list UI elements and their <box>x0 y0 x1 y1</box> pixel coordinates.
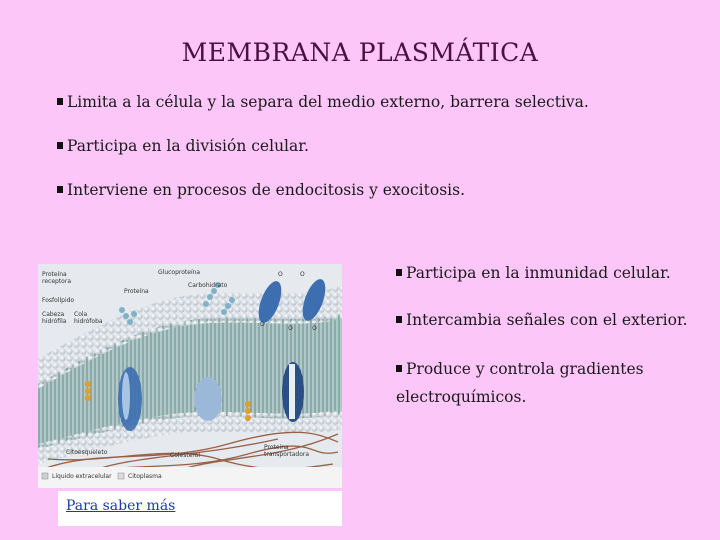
bullet-text: Participa en la división celular. <box>67 137 309 155</box>
bullet-item <box>57 92 589 112</box>
link-box <box>58 491 342 526</box>
label-colesterol: Colesterol <box>170 452 201 459</box>
label-cola-2: hidrófoba <box>74 318 103 325</box>
bullet-square-icon <box>57 186 63 193</box>
legend-swatch-citoplasma <box>118 473 124 479</box>
label-cola-1: Cola <box>74 311 88 318</box>
legend-citoplasma: Citoplasma <box>128 473 162 480</box>
bullet-text: Participa en la inmunidad celular. <box>406 264 671 282</box>
bullet-square-icon <box>396 316 402 323</box>
bullet-item <box>57 180 465 200</box>
bullet-text: Interviene en procesos de endocitosis y exocitosis. <box>67 181 465 199</box>
membrane-diagram <box>38 264 342 488</box>
label-o2: O <box>300 271 305 278</box>
label-o2: O <box>278 271 283 278</box>
label-o2: O <box>260 321 265 328</box>
label-proteina-transportadora-2: transportadora <box>264 451 310 458</box>
label-cabeza-1: Cabeza <box>42 311 65 318</box>
bullet-item <box>396 264 696 282</box>
bullet-text: Intercambia señales con el exterior. <box>406 311 688 329</box>
bullet-square-icon <box>396 269 402 276</box>
label-proteina: Proteína <box>124 288 149 295</box>
label-fosfolipido: Fosfolípido <box>42 297 75 304</box>
page-title: MEMBRANA PLASMÁTICA <box>181 38 539 67</box>
bullet-square-icon <box>57 98 63 105</box>
bullet-item <box>57 136 309 156</box>
bullet-item <box>396 311 696 329</box>
bullet-square-icon <box>396 365 402 372</box>
label-cabeza-2: hidrófila <box>42 318 67 325</box>
legend-swatch-extracelular <box>42 473 48 479</box>
label-o2: O <box>288 325 293 332</box>
bullet-text: Limita a la célula y la separa del medio externo, barrera selectiva. <box>67 93 589 111</box>
label-glucoproteina: Glucoproteína <box>158 269 201 276</box>
bullet-text: Produce y controla gradientes electroquímicos. <box>396 360 644 406</box>
label-proteina-receptora-1: Proteína <box>42 271 67 278</box>
legend-extracelular: Líquido extracelular <box>52 473 112 480</box>
para-saber-mas-link[interactable]: Para saber más <box>66 498 176 514</box>
label-o2: O <box>312 325 317 332</box>
label-carbohidrato: Carbohidrato <box>188 282 228 289</box>
label-proteina-transportadora-1: Proteína <box>264 444 289 451</box>
label-citoesqueleto: Citoesqueleto <box>66 449 108 456</box>
bullet-item <box>396 355 696 411</box>
bullet-square-icon <box>57 142 63 149</box>
label-proteina-receptora-2: receptora <box>42 278 71 285</box>
membrane-illustration <box>38 264 342 488</box>
